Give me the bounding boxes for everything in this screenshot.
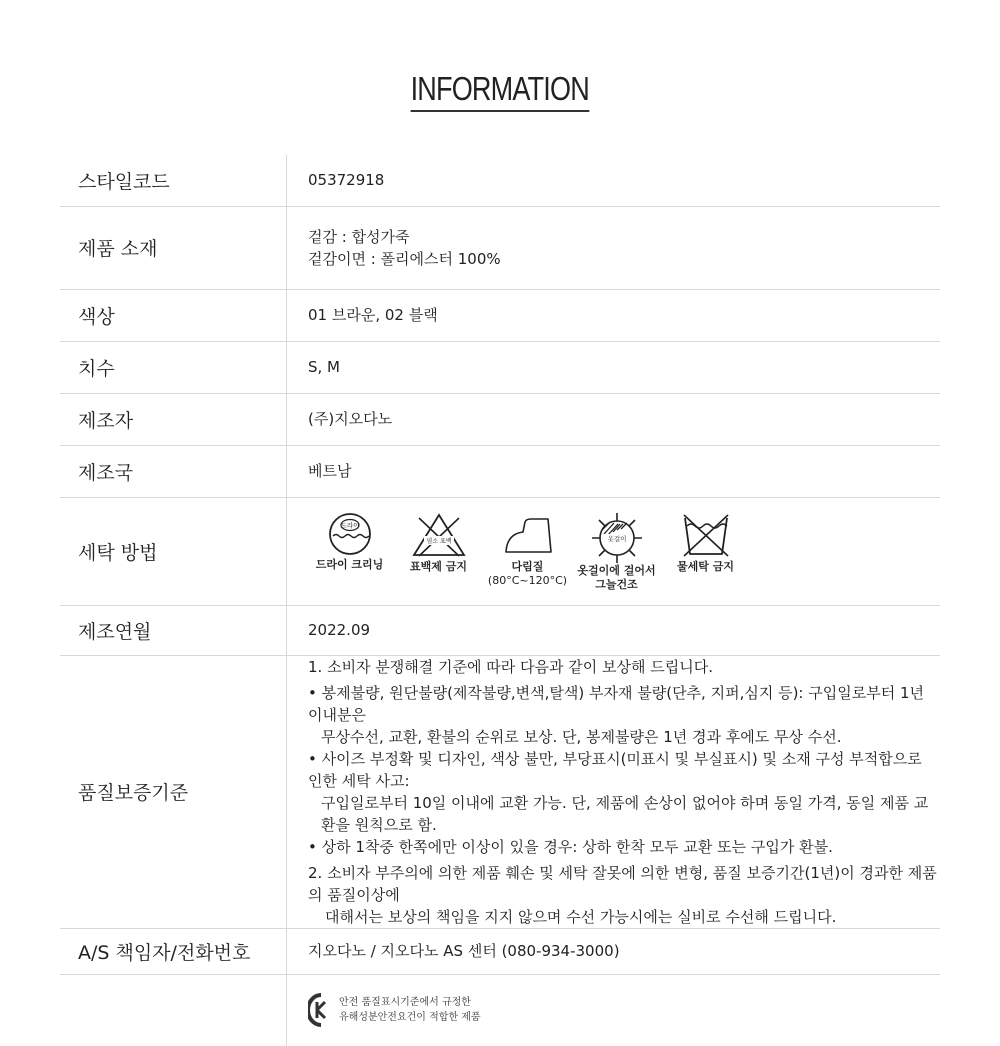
row-value: 2022.09 [308,621,371,639]
kc-mark-icon [308,993,334,1027]
table-row [60,928,940,974]
dry-clean-icon-label: 드라이 [340,521,359,530]
row-value [287,206,941,289]
row-label: 치수 [60,341,287,393]
wash-caption-sub: (80°C~120°C) [487,574,568,587]
kc-cell [287,974,941,1046]
quality-line: 대해서는 보상의 책임을 지지 않으며 수선 가능시에는 실비로 수선해 드립니다. [325,907,837,926]
page-title [0,70,1000,112]
wash-caption: 물세탁 금지 [677,560,734,573]
wash-item [664,512,747,574]
row-value: S, M [308,358,340,376]
no-wash-icon [681,512,731,558]
row-label: 제조국 [60,445,287,497]
material-lining: 겉감이면 : 폴리에스터 100% [308,249,501,268]
wash-item [397,512,480,574]
wash-caption: 다림질 [511,560,544,573]
table-row [60,393,940,445]
row-label: 제조자 [60,393,287,445]
row-label: A/S 책임자/전화번호 [60,928,287,974]
quality-line: 2. 소비자 부주의에 의한 제품 훼손 및 세탁 잘못에 의한 변형, 품질 보증기간(1년)이 경과한 제품의 품질이상에 [308,863,937,904]
washing-icons [287,497,941,605]
table-row [60,445,940,497]
wash-caption: 표백제 금지 [410,560,467,573]
row-value: 베트남 [308,462,352,480]
row-label: 제조연월 [60,605,287,655]
wash-caption: 드라이 크리닝 [315,558,384,571]
iron-icon [501,512,555,558]
quality-line: 무상수선, 교환, 환불의 순위로 보상. 단, 봉제불량은 1년 경과 후에도 무상 수선. [321,727,842,746]
row-label: 제품 소재 [60,206,287,289]
row-label: 스타일코드 [60,155,287,206]
material-outer: 겉감 : 합성가죽 [308,227,410,246]
kc-line-2: 유해성분안전요건이 적합한 제품 [339,1012,481,1024]
wash-item [486,512,569,588]
wash-caption: 옷걸이에 걸어서 [577,564,656,577]
table-row [60,605,940,655]
row-value: 05372918 [308,171,385,190]
dry-clean-icon [327,512,373,556]
table-row [60,341,940,393]
row-label: 색상 [60,289,287,341]
row-label-empty [60,974,287,1046]
row-value: 지오다노 / 지오다노 AS 센터 (080-934-3000) [308,942,620,960]
quality-line: • 봉제불량, 원단불량(제작불량,변색,탈색) 부자재 불량(단추, 지퍼,심지 등): 구입일로부터 1년 이내분은 [308,683,924,724]
wash-item [575,512,658,592]
hang-dry-icon-label: 옷걸이 [607,535,626,543]
table-row [60,206,940,289]
title-text: INFORMATION [411,70,589,112]
info-table [60,155,940,1046]
quality-line: • 사이즈 부정확 및 디자인, 색상 불만, 부당표시(미표시 및 부실표시) 및 소재 구성 부적합으로 인한 세탁 사고: [308,749,922,790]
row-value: (주)지오다노 [308,410,393,428]
row-value: 01 브라운, 02 블랙 [308,306,438,324]
table-row [60,155,940,206]
quality-line: 구입일로부터 10일 이내에 교환 가능. 단, 제품에 손상이 없어야 하며 동일 가격, 동일 제품 교환을 원칙으로 함. [321,793,929,834]
row-label: 품질보증기준 [60,655,287,928]
hang-dry-shade-icon [590,512,644,564]
wash-item [308,512,391,572]
quality-text [287,655,941,928]
kc-mark-text: KC [321,1013,323,1015]
table-row [60,974,940,1046]
table-row [60,497,940,605]
no-bleach-icon-label: 염소 표백 [425,538,452,545]
quality-line: 1. 소비자 분쟁해결 기준에 따라 다음과 같이 보상해 드립니다. [308,657,713,676]
kc-line-1: 안전 품질표시기준에서 규정한 [339,997,471,1009]
row-label: 세탁 방법 [60,497,287,605]
no-bleach-icon [411,512,467,558]
quality-line: • 상하 1착중 한쪽에만 이상이 있을 경우: 상하 한착 모두 교환 또는 구입가 환불. [308,837,833,856]
table-row [60,289,940,341]
wash-caption-sub: 그늘건조 [595,578,638,591]
table-row [60,655,940,928]
